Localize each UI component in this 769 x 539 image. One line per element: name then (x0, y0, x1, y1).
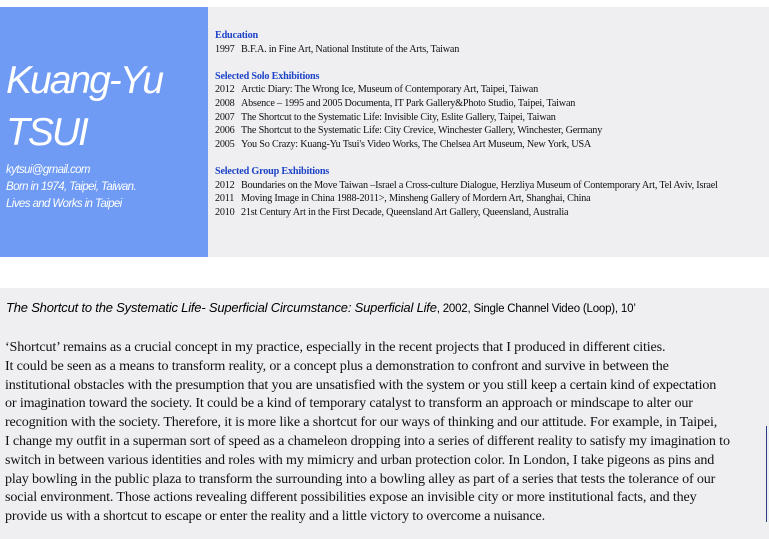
solo-text: Absence – 1995 and 2005 Documenta, IT Park Gallery&Photo Studio, Taipei, Taiwan (241, 97, 576, 109)
group-year: 2010 (215, 206, 235, 218)
solo-year: 2006 (215, 125, 235, 137)
work-meta: , 2002, Single Channel Video (Loop), 10’ (436, 303, 636, 315)
solo-item (215, 83, 718, 97)
statement-line: I change my outfit in a superman sort of speed as a chameleon dropping into a series of different reality to satisfy my imagination to (5, 432, 730, 449)
artist-contact (6, 162, 136, 213)
solo-text: The Shortcut to the Systematic Life: City Crevice, Winchester Gallery, Winchester, Germany (241, 125, 603, 137)
solo-year: 2008 (215, 97, 235, 109)
statement-line: institutional obstacles with the presumption that you are unsatisfied with the system or you still keep a certain kind of expectation (5, 376, 717, 393)
solo-year: 2007 (215, 111, 235, 123)
solo-heading: Selected Solo Exhibitions (215, 70, 320, 82)
statement-panel (0, 288, 769, 539)
group-year: 2011 (215, 193, 235, 205)
cv-panel (208, 7, 769, 257)
solo-item (215, 111, 718, 125)
group-item (215, 179, 718, 193)
education-text: B.F.A. in Fine Art, National Institute of the Arts, Taiwan (241, 43, 460, 55)
solo-text: You So Crazy: Kuang-Yu Tsui's Video Works, The Chelsea Art Museum, New York, USA (241, 138, 592, 150)
group-year: 2012 (215, 179, 235, 191)
statement-line: social environment. Those actions revealing different possibilities expose an invisible city or more institutional facts, and they (5, 489, 697, 506)
statement-line: or imagination toward the society. It could be a kind of temporary catalyst to transform an approach or mindscape to alter our (5, 395, 693, 412)
group-text: Boundaries on the Move Taiwan –Israel a Cross-culture Dialogue, Herzliya Museum of Contemporary Art, Tel Aviv, Israel (241, 179, 718, 191)
statement-line: ‘Shortcut’ remains as a crucial concept in my practice, especially in the recent projects that I produced in different cities. (5, 339, 666, 355)
solo-item (215, 138, 718, 152)
group-text: 21st Century Art in the First Decade, Queensland Art Gallery, Queensland, Australia (241, 206, 569, 218)
work-title-text: The Shortcut to the Systematic Life- Superficial Circumstance: Superficial Life (6, 300, 437, 315)
statement-line: switch in between various identities and roles with my mimicry and urban protection color. In London, I take pigeons as pins and (5, 451, 715, 468)
education-section (215, 29, 718, 56)
artist-born: Born in 1974, Taipei, Taiwan. (6, 181, 137, 193)
statement-line: play bowling in the public plaza to transform the surrounding into a bowling alley as part of a series that tests the tolerance of our (5, 470, 716, 487)
statement-line: recognition with the society. Therefore, it is more like a shortcut for our ways of thinking and our attitude. For example, in Taipei, (5, 414, 718, 431)
education-year: 1997 (215, 43, 235, 55)
artist-lives: Lives and Works in Taipei (6, 198, 122, 210)
artist-last-name: TSUI (6, 111, 87, 154)
group-heading: Selected Group Exhibitions (215, 165, 330, 177)
group-item (215, 192, 718, 206)
education-item (215, 43, 718, 57)
top-strip (0, 0, 769, 7)
cv-content (215, 29, 718, 233)
group-text: Moving Image in China 1988-2011>, Minsheng Gallery of Mordern Art, Shanghai, China (241, 193, 591, 205)
scroll-edge (766, 426, 767, 522)
solo-year: 2005 (215, 138, 235, 150)
group-section (215, 165, 718, 219)
artist-email[interactable]: kytsui@gmail.com (6, 164, 90, 176)
education-heading: Education (215, 30, 258, 41)
solo-item (215, 97, 718, 111)
solo-text: Arctic Diary: The Wrong Ice, Museum of Contemporary Art, Taipei, Taiwan (241, 84, 538, 96)
work-title (6, 300, 636, 315)
statement-text (5, 338, 765, 526)
group-item (215, 206, 718, 220)
statement-line: It could be seen as a means to transform reality, or a concept plus a demonstration to confront and survive in between the (5, 357, 669, 374)
artist-name (6, 55, 162, 159)
solo-section (215, 70, 718, 152)
solo-year: 2012 (215, 84, 235, 96)
statement-line: provide us with a shortcut to escape or enter the reality and a little victory to overcome a nuisance. (5, 508, 546, 525)
solo-item (215, 124, 718, 138)
solo-text: The Shortcut to the Systematic Life: Invisible City, Eslite Gallery, Taipei, Taiwan (241, 111, 556, 123)
artist-sidebar (0, 7, 208, 257)
artist-first-name: Kuang-Yu (6, 59, 163, 102)
